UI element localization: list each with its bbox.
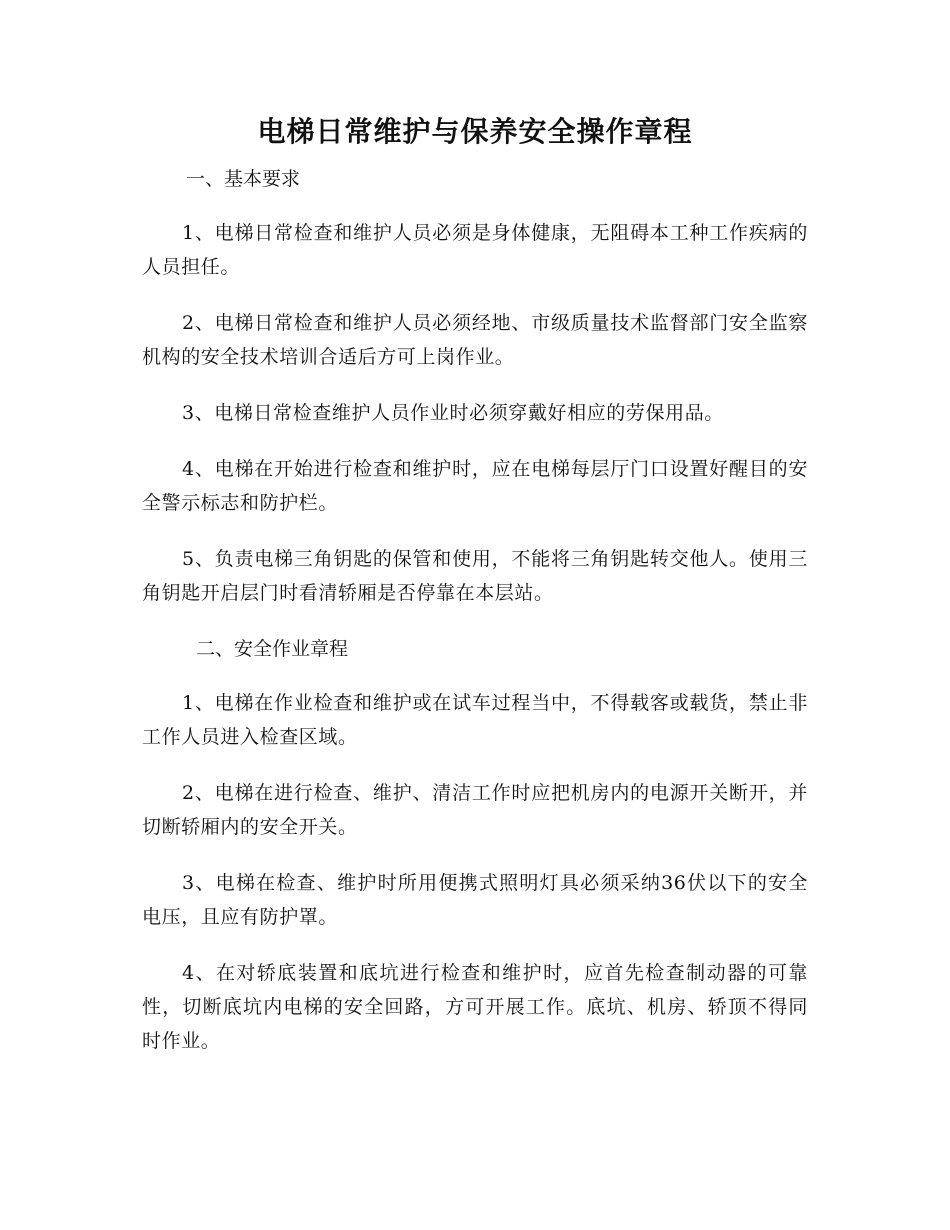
paragraph: 5、负责电梯三角钥匙的保管和使用，不能将三角钥匙转交他人。使用三角钥匙开启层门时看清轿厢是否停靠在本层站。 [142, 548, 808, 604]
paragraph: 3、电梯在检查、维护时所用便携式照明灯具必须采纳36伏以下的安全电压，且应有防护罩。 [142, 872, 808, 928]
paragraph: 4、在对轿底装置和底坑进行检查和维护时，应首先检查制动器的可靠性，切断底坑内电梯的安全回路，方可开展工作。底坑、机房、轿顶不得同时作业。 [142, 962, 808, 1052]
section-heading: 一、基本要求 [186, 168, 301, 190]
paragraph: 2、电梯日常检查和维护人员必须经地、市级质量技术监督部门安全监察机构的安全技术培训合适后方可上岗作业。 [142, 312, 808, 368]
paragraph: 1、电梯日常检查和维护人员必须是身体健康，无阻碍本工种工作疾病的人员担任。 [142, 222, 808, 278]
paragraph: 4、电梯在开始进行检查和维护时，应在电梯每层厅门口设置好醒目的安全警示标志和防护栏。 [142, 458, 808, 514]
document-page [142, 110, 808, 1080]
paragraph: 1、电梯在作业检查和维护或在试车过程当中，不得载客或载货，禁止非工作人员进入检查区域。 [142, 692, 808, 748]
section-basic-requirements [142, 162, 808, 610]
section-safety-procedures [142, 632, 808, 1058]
document-title: 电梯日常维护与保养安全操作章程 [257, 115, 693, 148]
section-heading: 二、安全作业章程 [196, 638, 349, 660]
paragraph: 3、电梯日常检查维护人员作业时必须穿戴好相应的劳保用品。 [182, 402, 724, 424]
paragraph: 2、电梯在进行检查、维护、清洁工作时应把机房内的电源开关断开，并切断轿厢内的安全开关。 [142, 782, 808, 838]
